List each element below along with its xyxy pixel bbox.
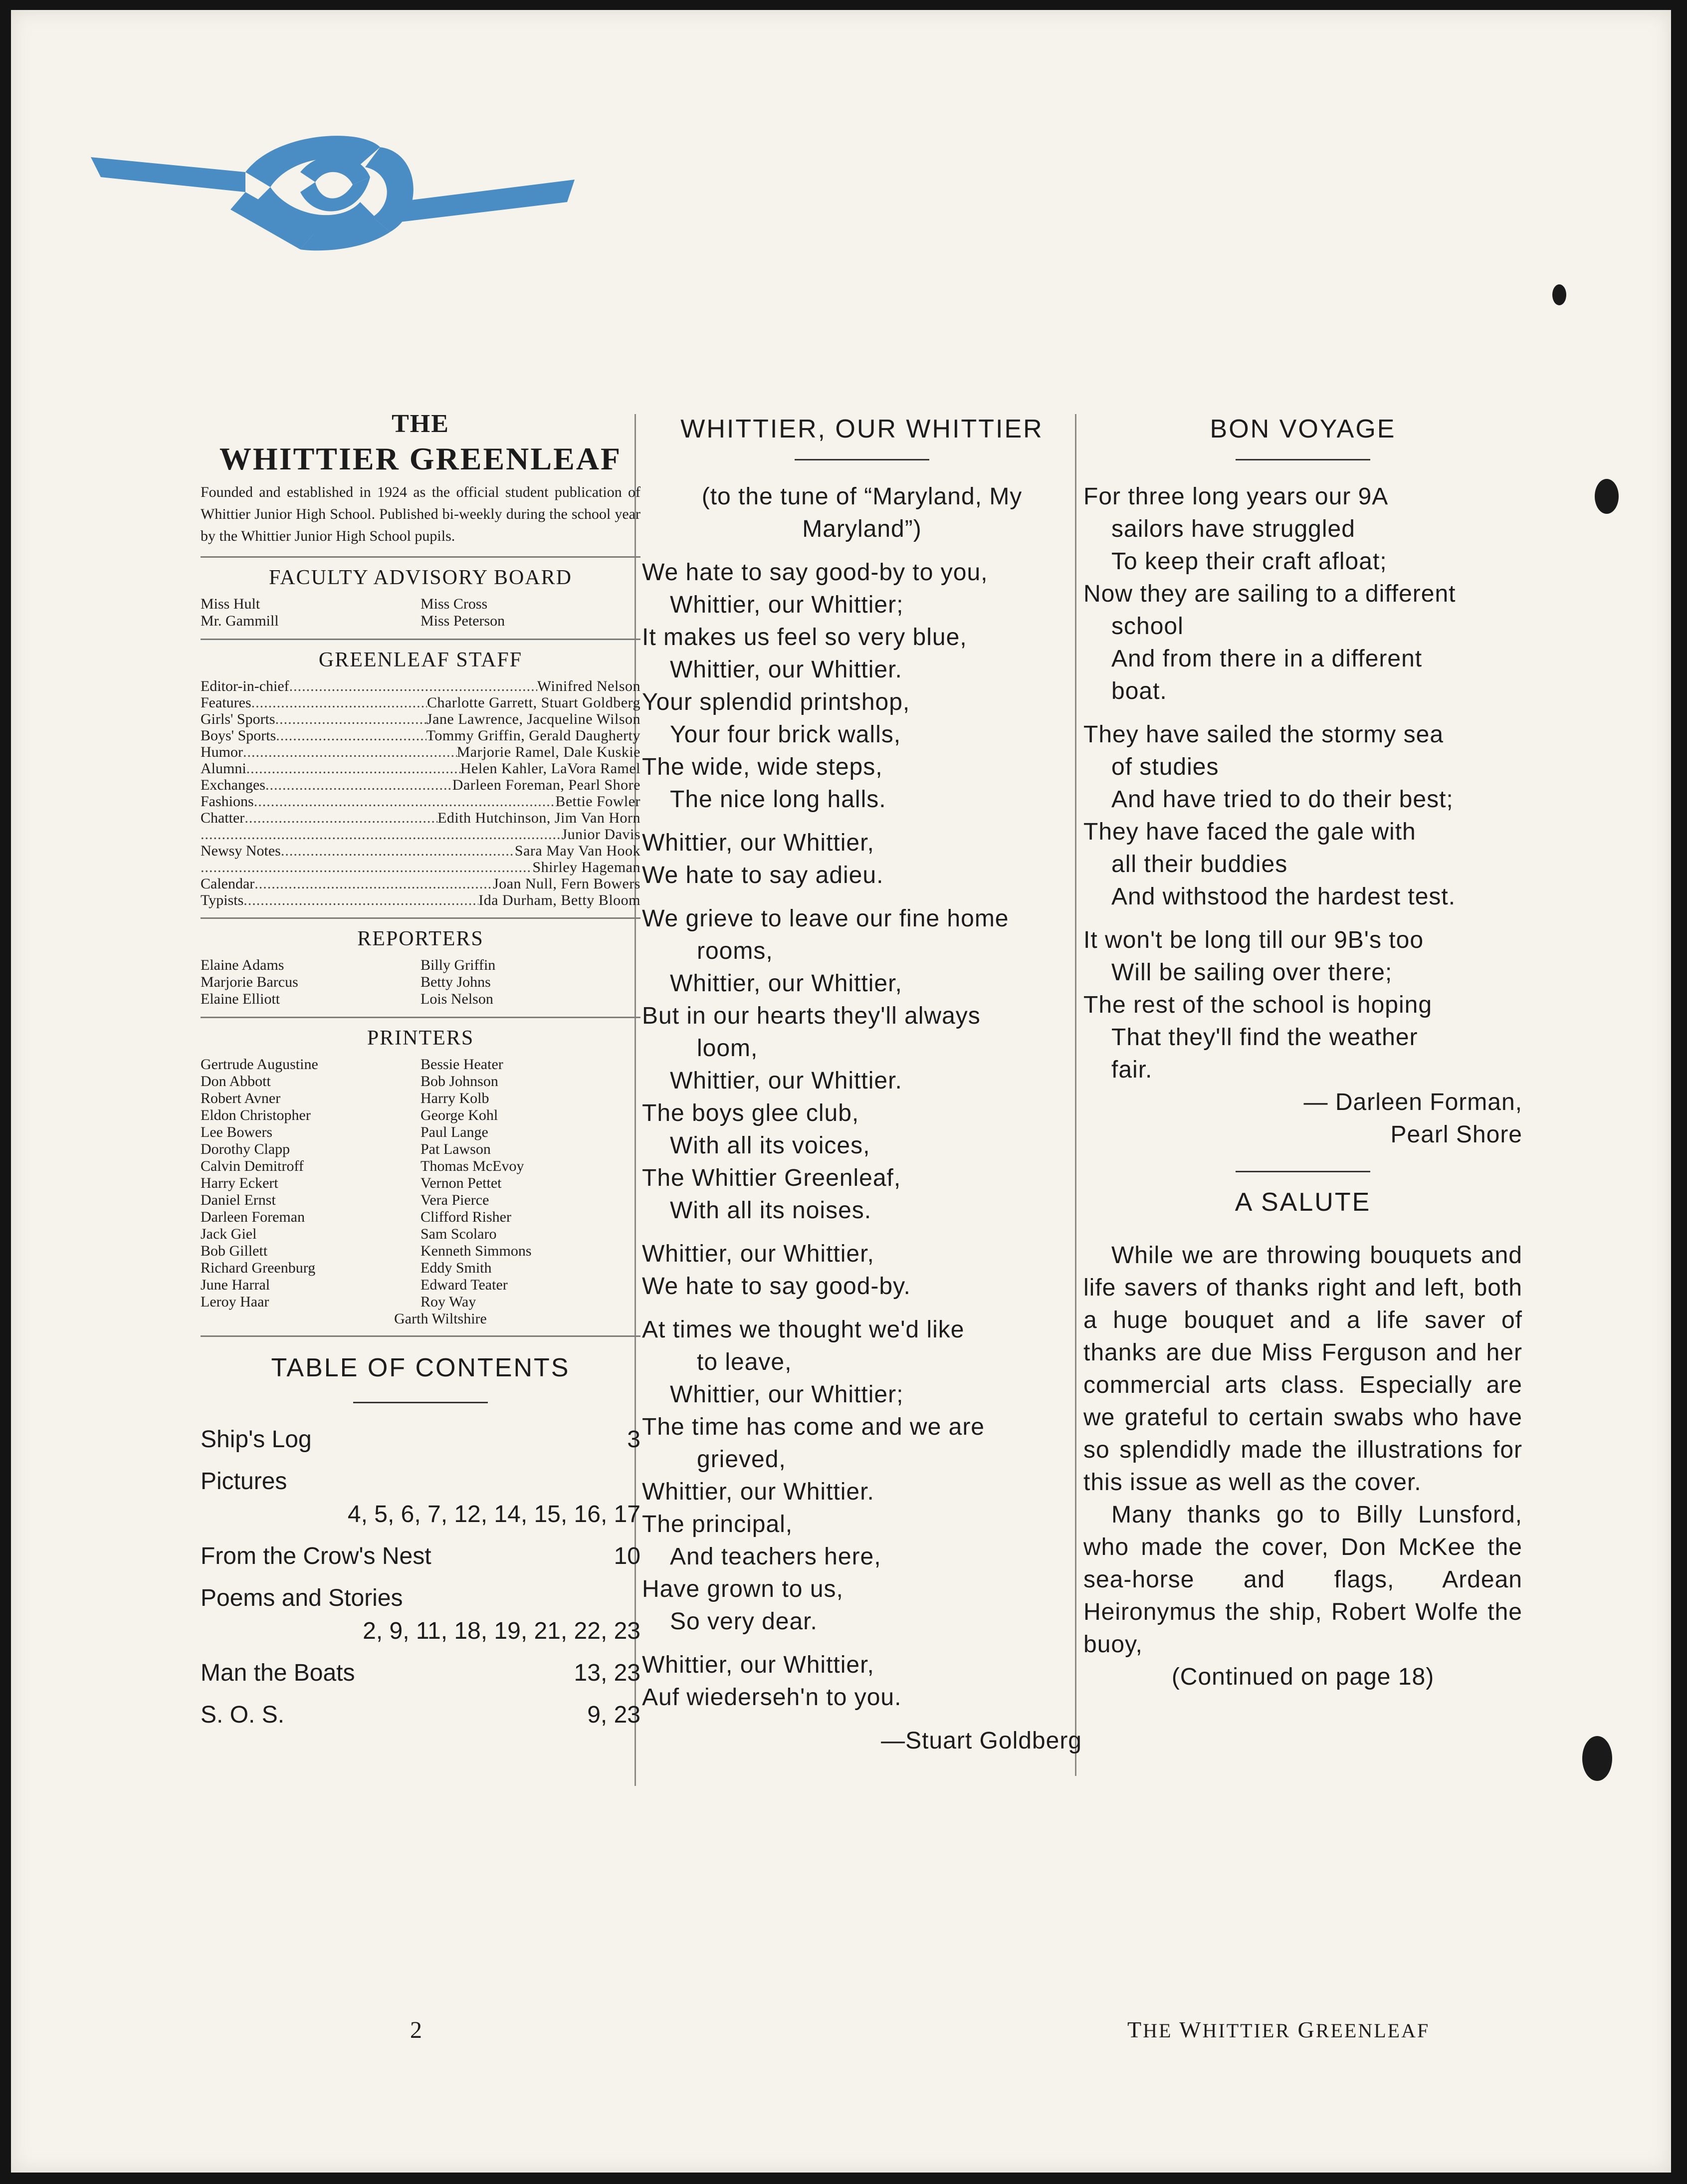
printer-name: Bessie Heater bbox=[421, 1056, 503, 1073]
page-number: 2 bbox=[410, 2017, 422, 2043]
staff-row: Features ..... Charlotte Garrett, Stuart Goldberg bbox=[201, 694, 640, 711]
reporter-name: Billy Griffin bbox=[421, 957, 496, 973]
printer-name: Bob Gillett bbox=[201, 1243, 268, 1259]
toc-pages: 13, 23 bbox=[574, 1660, 640, 1686]
toc-item bbox=[201, 1699, 640, 1732]
toc-item bbox=[201, 1465, 640, 1531]
footer-publication-title: THE WHITTIER GREENLEAF bbox=[1127, 2017, 1430, 2042]
continued-note: (Continued on page 18) bbox=[1171, 1664, 1435, 1690]
masthead-column bbox=[201, 404, 640, 1741]
masthead-description: Founded and established in 1924 as the official student publication of Whittier Junior High School. Published bi-weekly during the school year by the Whittier Junior High School pupils. bbox=[201, 484, 640, 544]
printers-list bbox=[201, 1056, 640, 1310]
toc-label: Man the Boats bbox=[201, 1660, 355, 1686]
toc-item bbox=[201, 1423, 640, 1456]
faculty-heading: FACULTY ADVISORY BOARD bbox=[201, 556, 640, 590]
reporters-heading: REPORTERS bbox=[201, 917, 640, 951]
staff-row: Editor-in-chief ..... Winifred Nelson bbox=[201, 678, 640, 694]
printer-name: Richard Greenburg bbox=[201, 1260, 316, 1276]
masthead-the: THE bbox=[392, 410, 449, 438]
binder-hole bbox=[1552, 284, 1566, 305]
staff-row: Alumni ..... Helen Kahler, LaVora Ramel bbox=[201, 760, 640, 777]
reporters-list bbox=[201, 957, 640, 1008]
printer-name: Clifford Risher bbox=[421, 1209, 511, 1225]
toc-item bbox=[201, 1540, 640, 1573]
printer-name: Kenneth Simmons bbox=[421, 1243, 532, 1259]
binder-hole bbox=[1595, 479, 1619, 514]
printer-name: George Kohl bbox=[421, 1107, 498, 1123]
toc-label: S. O. S. bbox=[201, 1702, 285, 1728]
toc-list bbox=[201, 1423, 640, 1732]
printer-name: Gertrude Augustine bbox=[201, 1056, 318, 1073]
printer-name: Robert Avner bbox=[201, 1090, 281, 1106]
toc-label: Pictures bbox=[201, 1468, 287, 1495]
staff-row: ..... Shirley Hageman bbox=[201, 859, 640, 875]
bon-voyage-body: For three long years our 9A sailors have struggled To keep their craft afloat; Now they are sailing to a different school And from there in a different boat. They have sailed the stormy sea of studies And have tried to do their best; They have faced the gale with all their buddies And withstood the hardest test. It won't be long till our 9B's too Will be sailing over there; The rest of the school is hoping That they'll find the weather fair. — Darleen Forman, Pearl Shore bbox=[1083, 480, 1522, 1151]
faculty-member: Mr. Gammill bbox=[201, 613, 279, 629]
staff-row: Girls' Sports ..... Jane Lawrence, Jacqueline Wilson bbox=[201, 711, 640, 727]
toc-label: Poems and Stories bbox=[201, 1585, 403, 1611]
toc-pages: 3 bbox=[627, 1426, 640, 1453]
reporter-name: Marjorie Barcus bbox=[201, 974, 298, 990]
toc-item bbox=[201, 1657, 640, 1690]
printer-name: Bob Johnson bbox=[421, 1073, 498, 1090]
toc-pages: 4, 5, 6, 7, 12, 14, 15, 16, 17 bbox=[347, 1501, 640, 1528]
salute-body: While we are throwing bouquets and life savers of thanks right and left, both a huge bouquet and a life saver of thanks are due Miss Ferguson and her commercial arts class. Especially are we grateful to certain swabs who have so splendidly made the illustrations for this issue as well as the cover. Many thanks go to Billy Lunsford, who made the cover, Don McKee the sea-horse and flags, Ardean Heironymus the ship, Robert Wolfe the buoy, (Continued on page 18) bbox=[1083, 1239, 1522, 1693]
printer-name: Harry Kolb bbox=[421, 1090, 489, 1106]
printer-name: Eddy Smith bbox=[421, 1260, 492, 1276]
printer-name: Paul Lange bbox=[421, 1124, 488, 1140]
toc-pages: 9, 23 bbox=[587, 1702, 640, 1728]
printer-name: Jack Giel bbox=[201, 1226, 257, 1242]
staff-row: Calendar ..... Joan Null, Fern Bowers bbox=[201, 875, 640, 892]
reporter-name: Elaine Adams bbox=[201, 957, 284, 973]
printer-name: Leroy Haar bbox=[201, 1294, 269, 1310]
printer-name: Sam Scolaro bbox=[421, 1226, 497, 1242]
title-rule bbox=[1236, 459, 1370, 460]
printer-name: Garth Wiltshire bbox=[394, 1310, 487, 1327]
printer-name: Thomas McEvoy bbox=[421, 1158, 524, 1174]
printer-name: Darleen Foreman bbox=[201, 1209, 305, 1225]
salute-title: A SALUTE bbox=[1235, 1188, 1371, 1217]
title-rule bbox=[795, 459, 929, 460]
rope-knot-illustration bbox=[81, 117, 580, 267]
staff-row: Boys' Sports ..... Tommy Griffin, Gerald Daugherty bbox=[201, 727, 640, 744]
reporter-name: Betty Johns bbox=[421, 974, 491, 990]
printer-name: Vernon Pettet bbox=[421, 1175, 502, 1191]
staff-row: Fashions ..... Bettie Fowler bbox=[201, 793, 640, 810]
toc-label: From the Crow's Nest bbox=[201, 1543, 431, 1569]
magazine-page bbox=[11, 10, 1671, 2173]
faculty-list bbox=[201, 596, 640, 630]
poem-body: We hate to say good-by to you, Whittier, our Whittier; It makes us feel so very blue, Whittier, our Whittier. Your splendid printshop, Your four brick walls, The wide, wide steps, The nice long halls. Whittier, our Whittier, We hate to say adieu. We grieve to leave our fine home rooms, Whittier, our Whittier, But in our hearts they'll always loom, Whittier, our Whittier. The boys glee club, With all its voices, The Whittier Greenleaf, With all its noises. Whittier, our Whittier, We hate to say good-by. At times we thought we'd like to leave, Whittier, our Whittier; The time has come and we are grieved, Whittier, our Whittier. The principal, And teachers here, Have grown to us, So very dear. Whittier, our Whittier, Auf wiederseh'n to you. —Stuart Goldberg bbox=[642, 556, 1082, 1757]
staff-row: Newsy Notes ..... Sara May Van Hook bbox=[201, 843, 640, 859]
printer-name: Harry Eckert bbox=[201, 1175, 278, 1191]
toc-rule bbox=[353, 1402, 488, 1403]
printer-name: Daniel Ernst bbox=[201, 1192, 276, 1208]
poem-column bbox=[642, 404, 1082, 1757]
staff-row: ..... Junior Davis bbox=[201, 826, 640, 843]
faculty-member: Miss Cross bbox=[421, 596, 488, 612]
printer-name: Roy Way bbox=[421, 1294, 476, 1310]
poem-author: — Darleen Forman, bbox=[1303, 1089, 1522, 1115]
toc-heading: TABLE OF CONTENTS bbox=[201, 1335, 640, 1383]
toc-pages: 10 bbox=[614, 1543, 640, 1569]
printer-name: Eldon Christopher bbox=[201, 1107, 311, 1123]
bon-voyage-title: BON VOYAGE bbox=[1210, 415, 1396, 443]
poem-author: Pearl Shore bbox=[1390, 1121, 1522, 1148]
reporter-name: Lois Nelson bbox=[421, 991, 493, 1007]
printer-name: Dorothy Clapp bbox=[201, 1141, 290, 1157]
staff-row: Humor ..... Marjorie Ramel, Dale Kuskie bbox=[201, 744, 640, 760]
poem-author: —Stuart Goldberg bbox=[881, 1728, 1082, 1754]
staff-row: Exchanges ..... Darleen Foreman, Pearl Shore bbox=[201, 777, 640, 793]
bon-voyage-column bbox=[1083, 404, 1522, 1693]
printer-name: Lee Bowers bbox=[201, 1124, 273, 1140]
section-rule bbox=[1236, 1171, 1370, 1172]
reporter-name: Elaine Elliott bbox=[201, 991, 280, 1007]
printer-name: Calvin Demitroff bbox=[201, 1158, 304, 1174]
printer-name: Pat Lawson bbox=[421, 1141, 491, 1157]
staff-row: Typists ..... Ida Durham, Betty Bloom bbox=[201, 892, 640, 908]
faculty-member: Miss Hult bbox=[201, 596, 260, 612]
staff-heading: GREENLEAF STAFF bbox=[201, 639, 640, 672]
masthead-title: WHITTIER GREENLEAF bbox=[219, 441, 622, 476]
poem-title: WHITTIER, OUR WHITTIER bbox=[680, 415, 1044, 443]
toc-label: Ship's Log bbox=[201, 1426, 312, 1453]
printer-name: Edward Teater bbox=[421, 1277, 508, 1293]
toc-pages: 2, 9, 11, 18, 19, 21, 22, 23 bbox=[363, 1618, 640, 1644]
faculty-member: Miss Peterson bbox=[421, 613, 505, 629]
binder-hole bbox=[1582, 1736, 1612, 1781]
printers-heading: PRINTERS bbox=[201, 1017, 640, 1050]
printer-name: Vera Pierce bbox=[421, 1192, 489, 1208]
toc-item bbox=[201, 1582, 640, 1648]
staff-row: Chatter ..... Edith Hutchinson, Jim Van Horn bbox=[201, 810, 640, 826]
poem-subtitle: (to the tune of “Maryland, My Maryland”) bbox=[701, 483, 1023, 542]
printer-name: June Harral bbox=[201, 1277, 270, 1293]
printer-name: Don Abbott bbox=[201, 1073, 271, 1090]
staff-list bbox=[201, 678, 640, 908]
